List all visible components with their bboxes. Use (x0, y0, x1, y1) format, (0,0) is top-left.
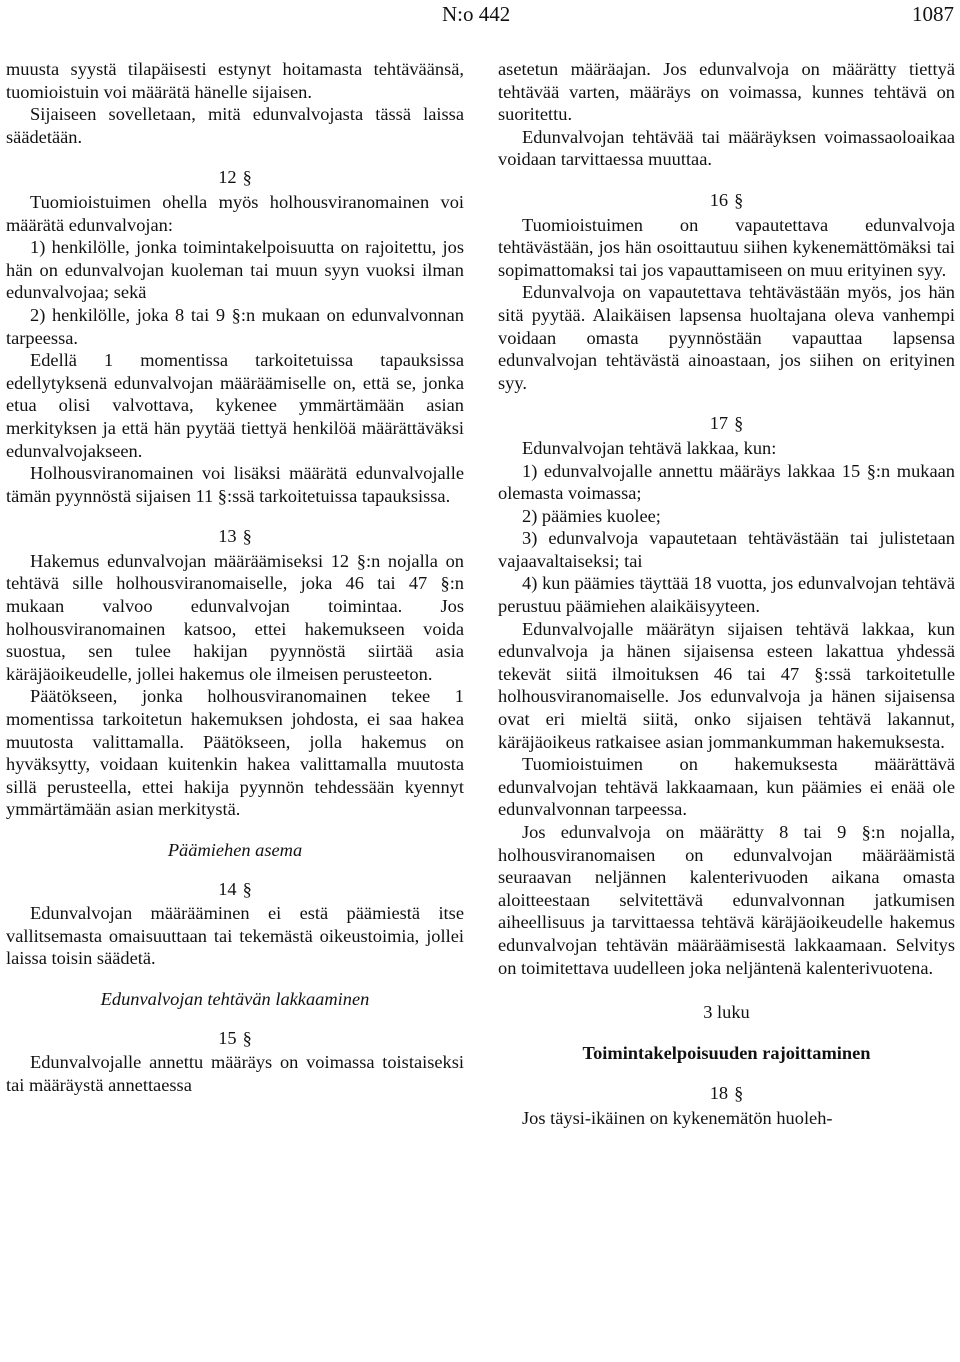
list-item: 1) edunvalvojalle annettu määräys lakkaa 15 §:n mukaan olemasta voimassa; (498, 460, 955, 504)
paragraph: Edunvalvojalle annettu määräys on voimassa toistaiseksi tai määräystä annettaessa (6, 1052, 464, 1095)
section-heading-16: 16 § (709, 189, 744, 210)
paragraph: Edunvalvojalle määrätyn sijaisen tehtävä lakkaa, kun edunvalvoja ja hänen sijaisensa esteen lakattua yhdessä tekevät siitä ilmoituksen 46 tai 47 §:ssä tarkoitetulle holhousviranomaiselle. Jos edunvalvoja ja hänen sijaisensa ovat eri mieltä siitä, onko sijaisen tehtävä lakannut, käräjäoikeus ratkaisee asian jommankumman hakemuksesta. (498, 618, 955, 752)
section-heading-14: 14 § (218, 878, 252, 899)
section-heading-15: 15 § (218, 1027, 252, 1048)
paragraph: Edunvalvoja on vapautettava tehtävästään myös, jos hän sitä pyytää. Alaikäisen lapsensa huoltajana oleva vanhempi voidaan omasta pyynnöstään vapauttaa lapsensa edunvalvojan tehtävästä ainoastaan, jos siihen on erityinen syy. (498, 282, 955, 393)
paragraph: Holhousviranomainen voi lisäksi määrätä edunvalvojalle tämän pyynnöstä sijaisen 11 §:ssä tarkoitetuissa tapauksissa. (6, 463, 464, 506)
section-heading-17: 17 § (709, 413, 744, 434)
section-heading-18: 18 § (709, 1083, 744, 1104)
paragraph: Edunvalvojan tehtävä lakkaa, kun: (522, 437, 777, 458)
chapter-title: Toimintakelpoisuuden rajoittaminen (582, 1042, 871, 1063)
paragraph: muusta syystä tilapäisesti estynyt hoitamasta tehtäväänsä, tuomioistuin voi määrätä hänelle sijaisen. (6, 59, 464, 102)
list-item: 4) kun päämies täyttää 18 vuotta, jos edunvalvojan tehtävä perustuu päämiehen alaikäisyyteen. (498, 573, 955, 617)
paragraph: asetetun määräajan. Jos edunvalvoja on määrätty tiettyä tehtävää varten, määräys on voimassa, kunnes tehtävä on suoritettu. (498, 59, 955, 125)
page-header (0, 2, 960, 30)
paragraph: Jos edunvalvoja on määrätty 8 tai 9 §:n nojalla, holhousviranomaisen on edunvalvojan määräämistä seuraavan neljännen kalenterivuoden aikana omasta aloitteestaan selvitettävä edunvalvonnan jatkumisen aiheellisuus ja tarvittaessa tehtävä käräjäoikeudelle hakemus edunvalvojan tehtävän määräämisestä lakkaamaan. Selvitys on toimitettava uudelleen joka neljäntenä kalenterivuotena. (498, 822, 955, 978)
page-number: 1087 (912, 2, 954, 26)
paragraph: Jos täysi-ikäinen on kykenemätön huoleh- (522, 1107, 833, 1128)
issue-number: N:o 442 (442, 2, 511, 26)
list-item: 1) henkilölle, jonka toimintakelpoisuutta on rajoitettu, jos hän on edunvalvojan kuoleman tai muun syyn vuoksi ilman edunvalvojaa; sekä (6, 237, 464, 303)
paragraph: Edunvalvojan tehtävää tai määräyksen voimassaoloaikaa voidaan tarvittaessa muuttaa. (498, 126, 955, 170)
subheading-paamiehen-asema: Päämiehen asema (167, 840, 303, 860)
right-column (498, 58, 955, 1130)
paragraph: Sijaiseen sovelletaan, mitä edunvalvojasta tässä laissa säädetään. (6, 104, 464, 147)
chapter-number: 3 luku (703, 1002, 750, 1023)
paragraph: Tuomioistuimen ohella myös holhousviranomainen voi määrätä edunvalvojan: (6, 191, 464, 235)
paragraph: Päätökseen, jonka holhousviranomainen tekee 1 momentissa tarkoitetun hakemuksen johdosta, ei saa hakea muutosta valittamalla. Päätökseen, jolla hakemus on hyväksytty, voidaan kuitenkin hakea valittamalla muutosta sillä perusteella, ettei hakija pyynnön tehdessään kyennyt ymmärtämään asian merkitystä. (6, 686, 464, 820)
list-item: 2) päämies kuolee; (522, 505, 661, 526)
paragraph: Edellä 1 momentissa tarkoitetuissa tapauksissa edellytyksenä edunvalvojan määräämiselle on, että se, jonka etua olisi valvottava, kykenee ymmärtämään asian merkityksen ja että hän pyytää tiettyä henkilöä määrättäväksi edunvalvojakseen. (6, 350, 464, 461)
left-column (6, 58, 464, 1096)
paragraph: Edunvalvojan määrääminen ei estä päämiestä itse vallitsemasta omaisuuttaan tai tekemästä oikeustoimia, jollei laissa toisin säädetä. (6, 903, 464, 969)
paragraph: Tuomioistuimen on vapautettava edunvalvoja tehtävästään, jos hän osoittautuu siihen kykenemättömäksi tai sopimattomaksi tai jos vapauttamiseen on muu erityinen syy. (498, 214, 955, 280)
list-item: 2) henkilölle, joka 8 tai 9 §:n mukaan on edunvalvonnan tarpeessa. (6, 304, 464, 348)
section-heading-12: 12 § (218, 167, 252, 188)
subheading-tehtavan-lakkaaminen: Edunvalvojan tehtävän lakkaaminen (100, 988, 370, 1009)
list-item: 3) edunvalvoja vapautetaan tehtävästään tai julistetaan vajaavaltaiseksi; tai (498, 528, 955, 571)
section-heading-13: 13 § (218, 526, 252, 547)
paragraph: Tuomioistuimen on hakemuksesta määrättävä edunvalvojan tehtävä lakkaamaan, kun päämies ei enää ole edunvalvonnan tarpeessa. (498, 754, 955, 820)
paragraph: Hakemus edunvalvojan määräämiseksi 12 §:n nojalla on tehtävä sille holhousviranomaiselle, joka 46 tai 47 §:n mukaan valvoo edunvalvojan toimintaa. Jos holhousviranomainen katsoo, ettei hakemukseen voida suostua, sen tulee hakijan pyynnöstä siirtää asia käräjäoikeudelle, jollei hakemus ole ilmeisen perusteeton. (6, 550, 464, 684)
